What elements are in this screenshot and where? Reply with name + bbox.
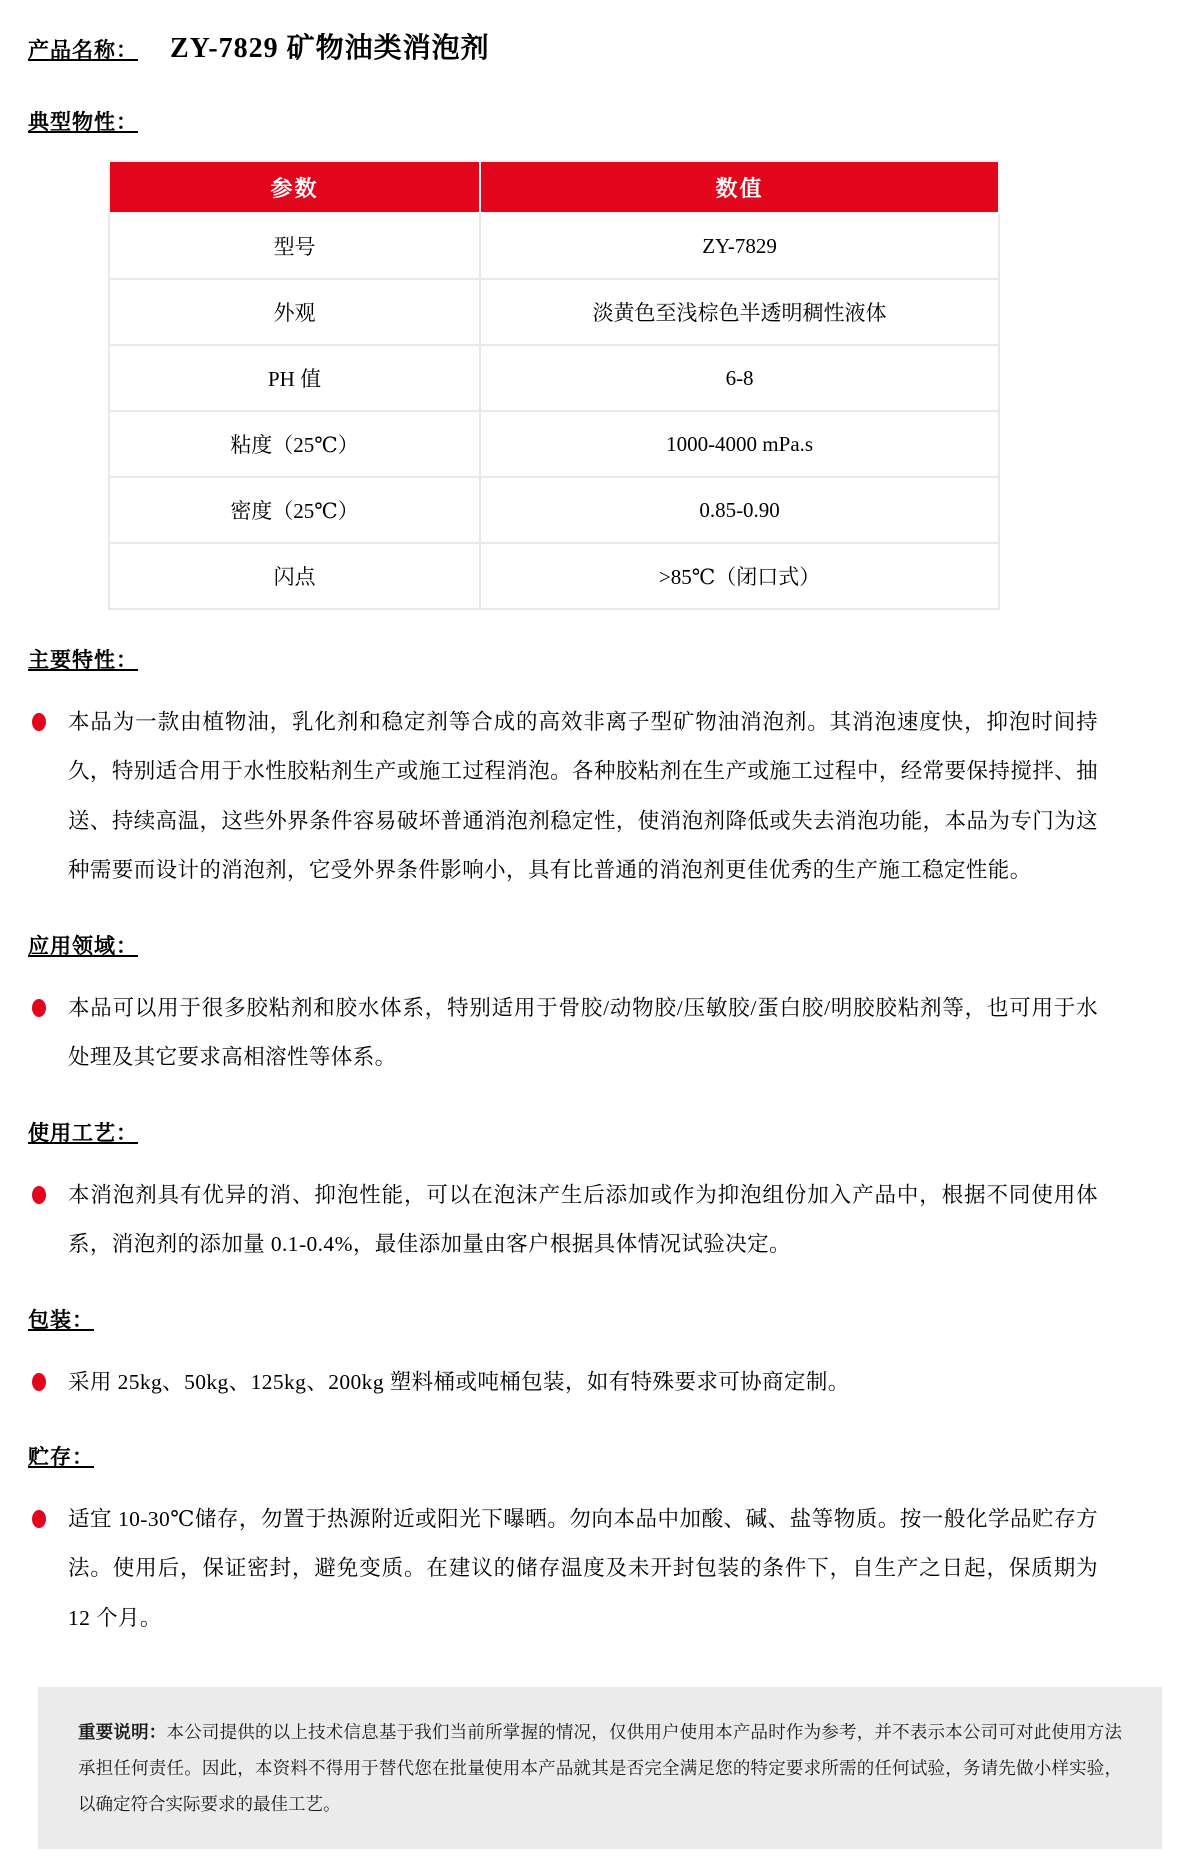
- list-item: [30, 1171, 1170, 1270]
- list-item: [30, 1358, 1170, 1407]
- section-heading-main-features: 主要特性：: [28, 648, 138, 672]
- table-row: [109, 345, 999, 411]
- table-row: [109, 543, 999, 609]
- important-note-box: [38, 1687, 1162, 1849]
- important-note-text: [78, 1715, 1122, 1823]
- bullet-icon: [32, 1373, 46, 1391]
- table-row: [109, 213, 999, 279]
- important-note-label: 重要说明：: [78, 1722, 167, 1743]
- value-cell: ZY-7829: [480, 213, 999, 279]
- bullet-icon: [32, 999, 46, 1017]
- section-heading-packaging: 包装：: [28, 1307, 94, 1332]
- bullet-icon: [32, 1510, 46, 1528]
- product-name-label: 产品名称：: [28, 38, 138, 62]
- section-heading-applications: 应用领域：: [28, 933, 138, 958]
- usage-paragraph: 本消泡剂具有优异的消、抑泡性能，可以在泡沫产生后添加或作为抑泡组份加入产品中，根据不同使用体系，消泡剂的添加量 0.1-0.4%，最佳添加量由客户根据具体情况试验决定。: [68, 1182, 1098, 1257]
- bullet-icon: [32, 713, 46, 731]
- list-item: [30, 698, 1170, 896]
- param-cell: PH 值: [109, 345, 480, 411]
- value-cell: 淡黄色至浅棕色半透明稠性液体: [480, 279, 999, 345]
- table-row: [109, 279, 999, 345]
- table-row: [109, 477, 999, 543]
- application-paragraph: 本品可以用于很多胶粘剂和胶水体系，特别适用于骨胶/动物胶/压敏胶/蛋白胶/明胶胶粘剂等，也可用于水处理及其它要求高相溶性等体系。: [68, 995, 1098, 1070]
- section-heading-storage: 贮存：: [28, 1444, 94, 1469]
- table-row: [109, 411, 999, 477]
- title-row: [28, 26, 1170, 66]
- section-heading-typical-properties: 典型物性：: [28, 110, 138, 134]
- param-cell: 型号: [109, 213, 480, 279]
- value-cell: 1000-4000 mPa.s: [480, 411, 999, 477]
- page-title: ZY-7829 矿物油类消泡剂: [170, 33, 490, 64]
- feature-paragraph: 本品为一款由植物油，乳化剂和稳定剂等合成的高效非离子型矿物油消泡剂。其消泡速度快，抑泡时间持久，特别适合用于水性胶粘剂生产或施工过程消泡。各种胶粘剂在生产或施工过程中，经常要保持搅拌、抽送、持续高温，这些外界条件容易破坏普通消泡剂稳定性，使消泡剂降低或失去消泡功能，本品为专门为这种需要而设计的消泡剂，它受外界条件影响小，具有比普通的消泡剂更佳优秀的生产施工稳定性能。: [68, 710, 1098, 883]
- value-cell: 0.85-0.90: [480, 477, 999, 543]
- column-header-value: 数值: [480, 161, 999, 213]
- bullet-icon: [32, 1186, 46, 1204]
- column-header-parameter: 参数: [109, 161, 480, 213]
- param-cell: 闪点: [109, 543, 480, 609]
- typical-properties-table: [108, 160, 1000, 610]
- list-item: [30, 1495, 1170, 1643]
- list-item: [30, 984, 1170, 1083]
- table-header-row: [109, 161, 999, 213]
- param-cell: 外观: [109, 279, 480, 345]
- section-heading-usage-process: 使用工艺：: [28, 1120, 138, 1145]
- value-cell: 6-8: [480, 345, 999, 411]
- storage-paragraph: 适宜 10-30℃储存，勿置于热源附近或阳光下曝晒。勿向本品中加酸、碱、盐等物质。按一般化学品贮存方法。使用后，保证密封，避免变质。在建议的储存温度及未开封包装的条件下，自生产之日起，保质期为 12 个月。: [68, 1506, 1098, 1630]
- important-note-body: 本公司提供的以上技术信息基于我们当前所掌握的情况，仅供用户使用本产品时作为参考，并不表示本公司可对此使用方法承担任何责任。因此，本资料不得用于替代您在批量使用本产品就其是否完全满足您的特定要求所需的任何试验，务请先做小样实验，以确定符合实际要求的最佳工艺。: [78, 1722, 1123, 1814]
- param-cell: 粘度（25℃）: [109, 411, 480, 477]
- value-cell: >85℃（闭口式）: [480, 543, 999, 609]
- packaging-paragraph: 采用 25kg、50kg、125kg、200kg 塑料桶或吨桶包装，如有特殊要求可协商定制。: [68, 1369, 850, 1394]
- param-cell: 密度（25℃）: [109, 477, 480, 543]
